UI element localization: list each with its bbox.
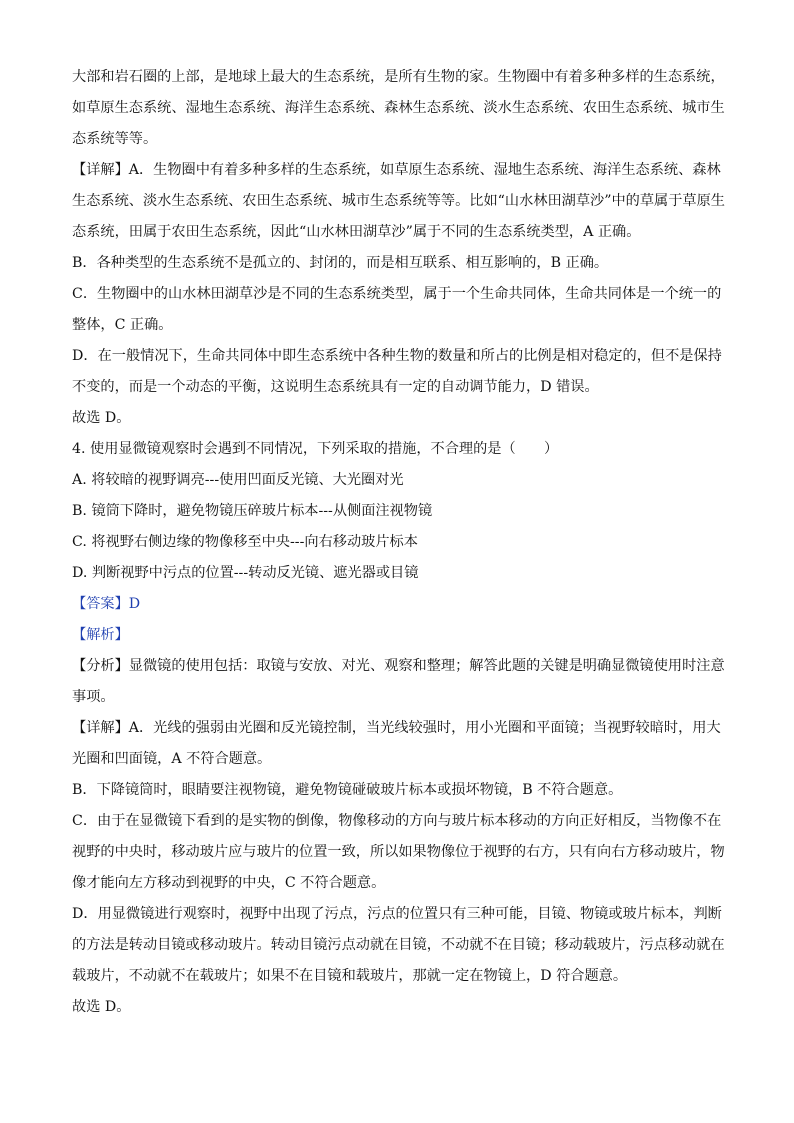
detail-line: 的方法是转动目镜或移动玻片。转动目镜污点动就在目镜，不动就不在目镜；移动载玻片，污点移动就在 [72, 937, 725, 953]
option-a: A. 将较暗的视野调亮---使用凹面反光镜、大光圈对光 [72, 472, 404, 488]
detail-line: 生态系统、淡水生态系统、农田生态系统、城市生态系统等等。比如“山水林田湖草沙”中的草属于草原生 [72, 193, 725, 209]
option-d: D. 判断视野中污点的位置---转动反光镜、遮光器或目镜 [72, 565, 419, 581]
detail-line: 光圈和凹面镜，A 不符合题意。 [72, 751, 272, 767]
detail-line: D．在一般情况下，生命共同体中即生态系统中各种生物的数量和所占的比例是相对稳定的，但不是保持 [72, 348, 722, 364]
detail-line: C．生物圈中的山水林田湖草沙是不同的生态系统类型，属于一个生命共同体，生命共同体是一个统一的 [72, 286, 722, 302]
intro-line: 如草原生态系统、湿地生态系统、海洋生态系统、森林生态系统、淡水生态系统、农田生态系统、城市生 [72, 100, 725, 116]
document-page [72, 62, 725, 1023]
detail-line: C．由于在显微镜下看到的是实物的倒像，物像移动的方向与玻片标本移动的方向正好相反，当物像不在 [72, 813, 722, 829]
conclusion-line: 故选 D。 [72, 410, 131, 426]
detail-line: 不变的，而是一个动态的平衡，这说明生态系统具有一定的自动调节能力，D 错误。 [72, 379, 599, 395]
answer-label: 【答案】D [72, 596, 141, 612]
detail-line: 像才能向左方移动到视野的中央，C 不符合题意。 [72, 875, 386, 891]
detail-line: B．下降镜筒时，眼睛要注视物镜，避免物镜碰破玻片标本或损坏物镜，B 不符合题意。 [72, 782, 623, 798]
detail-line: 态系统，田属于农田生态系统，因此“山水林田湖草沙”属于不同的生态系统类型，A 正确。 [72, 224, 641, 240]
detail-line: B．各种类型的生态系统不是孤立的、封闭的，而是相互联系、相互影响的，B 正确。 [72, 255, 609, 271]
detail-line: 整体，C 正确。 [72, 317, 173, 333]
analysis-line: 【分析】显微镜的使用包括：取镜与安放、对光、观察和整理；解答此题的关键是明确显微镜使用时注意 [72, 658, 725, 674]
detail-line: 【详解】A．光线的强弱由光圈和反光镜控制，当光线较强时，用小光圈和平面镜；当视野较暗时，用大 [72, 720, 721, 736]
intro-line: 态系统等等。 [72, 131, 158, 147]
option-b: B. 镜筒下降时，避免物镜压碎玻片标本---从侧面注视物镜 [72, 503, 433, 519]
option-c: C. 将视野右侧边缘的物像移至中央---向右移动玻片标本 [72, 534, 418, 550]
question-stem: 4. 使用显微镜观察时会遇到不同情况，下列采取的措施，不合理的是（ ） [72, 441, 559, 457]
detail-line: D．用显微镜进行观察时，视野中出现了污点，污点的位置只有三种可能，目镜、物镜或玻片标本，判断 [72, 906, 722, 922]
analysis-label: 【解析】 [72, 627, 129, 643]
detail-line: 载玻片，不动就不在载玻片；如果不在目镜和载玻片，那就一定在物镜上，D 符合题意。 [72, 968, 628, 984]
intro-line: 大部和岩石圈的上部，是地球上最大的生态系统，是所有生物的家。生物圈中有着多种多样的生态系统， [72, 69, 725, 85]
detail-line: 视野的中央时，移动玻片应与玻片的位置一致，所以如果物像位于视野的右方，只有向右方移动玻片，物 [72, 844, 725, 860]
analysis-line: 事项。 [72, 689, 115, 705]
detail-line: 【详解】A．生物圈中有着多种多样的生态系统，如草原生态系统、湿地生态系统、海洋生态系统、森林 [72, 162, 721, 178]
conclusion-line: 故选 D。 [72, 999, 131, 1015]
